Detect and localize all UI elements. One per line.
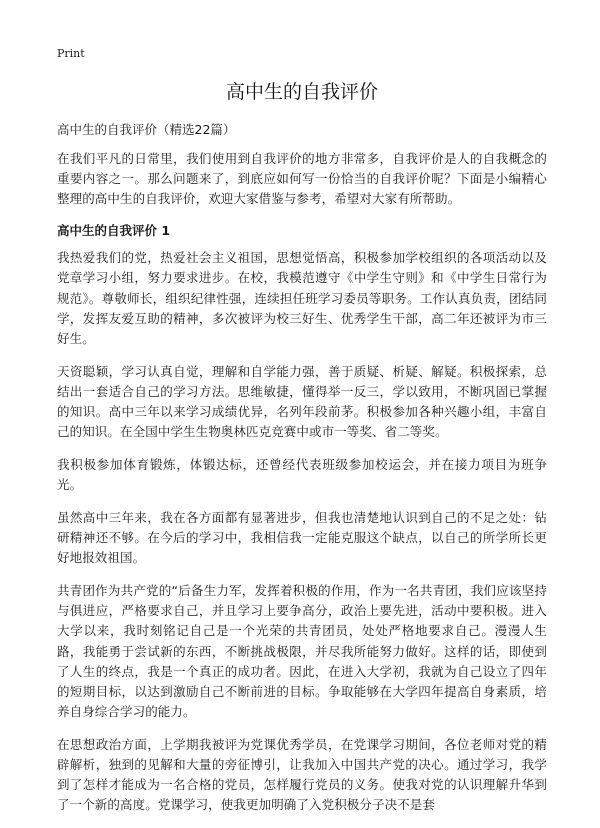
intro-paragraph: 在我们平凡的日常里，我们使用到自我评价的地方非常多，自我评价是人的自我概念的重要内容之一。那么问题来了，到底应如何写一份恰当的自我评价呢？下面是小编精心整理的高中生的自我评价，欢迎大家借鉴与参考，希望对大家有所帮助。 — [57, 151, 547, 207]
body-paragraph: 我积极参加体育锻炼，体锻达标，还曾经代表班级参加校运会，并在接力项目为班争光。 — [57, 456, 547, 493]
document-title: 高中生的自我评价 — [225, 81, 378, 103]
print-label: Print — [57, 47, 85, 60]
body-paragraph: 虽然高中三年来，我在各方面都有显著进步，但我也清楚地认识到自己的不足之处：钻研精神还不够。在今后的学习中，我相信我一定能克服这个缺点，以自己的所学所长更好地报效祖国。 — [57, 509, 547, 566]
body-paragraph: 我热爱我们的党，热爱社会主义祖国，思想觉悟高，积极参加学校组织的各项活动以及党章学习小组，努力要求进步。在校，我模范遵守《中学生守则》和《中学生日常行为规范》。尊敬师长，组织纪律性强，连续担任班学习委员等职务。工作认真负责，团结同学，发挥友爱互助的精神，多次被评为校三好生、优秀学生干部，高二年还被评为市三好生。 — [57, 250, 547, 346]
body-paragraph: 共青团作为共产党的“后备生力军，发挥着积极的作用，作为一名共青团，我们应该坚持与俱进应，严格要求自己，并且学习上要争高分，政治上要先进，活动中要积极。进入大学以来，我时刻铭记自己是一个光荣的共青团员，处处严格地要求自己。漫漫人生路，我能勇于尝试新的东西，不断挑战极限，并尽我所能努力做好。这样的话，即使到了人生的终点，我是一个真正的成功者。因此，在进入大学初，我就为自己设立了四年的短期目标，以达到激励自己不断前进的目标。争取能够在大学四年提高自身素质，培养自身综合学习的能力。 — [57, 582, 547, 720]
document-body — [57, 149, 547, 828]
body-paragraph: 天资聪颖，学习认真自觉，理解和自学能力强，善于质疑、析疑、解疑。积极探索，总结出一套适合自己的学习方法。思维敏捷，懂得举一反三，学以致用，不断巩固已掌握的知识。高中三年以来学习成绩优异，名列年段前茅。积极参加各种兴趣小组，丰富自己的知识。在全国中学生生物奥林匹克竞赛中或市一等奖、省二等奖。 — [57, 363, 547, 440]
body-paragraph: 在思想政治方面，上学期我被评为党课优秀学员，在党课学习期间，各位老师对党的精辟解析，独到的见解和大量的旁征博引，让我加入中国共产党的决心。通过学习，我学到了怎样才能成为一名合格的党员，怎样履行党员的义务。使我对党的认识理解升华到了一个新的高度。党课学习，使我更加明确了入党积极分子决不是套 — [57, 736, 547, 813]
section-heading: 高中生的自我评价 1 — [57, 223, 171, 239]
document-subtitle: 高中生的自我评价（精选22篇） — [57, 122, 236, 137]
